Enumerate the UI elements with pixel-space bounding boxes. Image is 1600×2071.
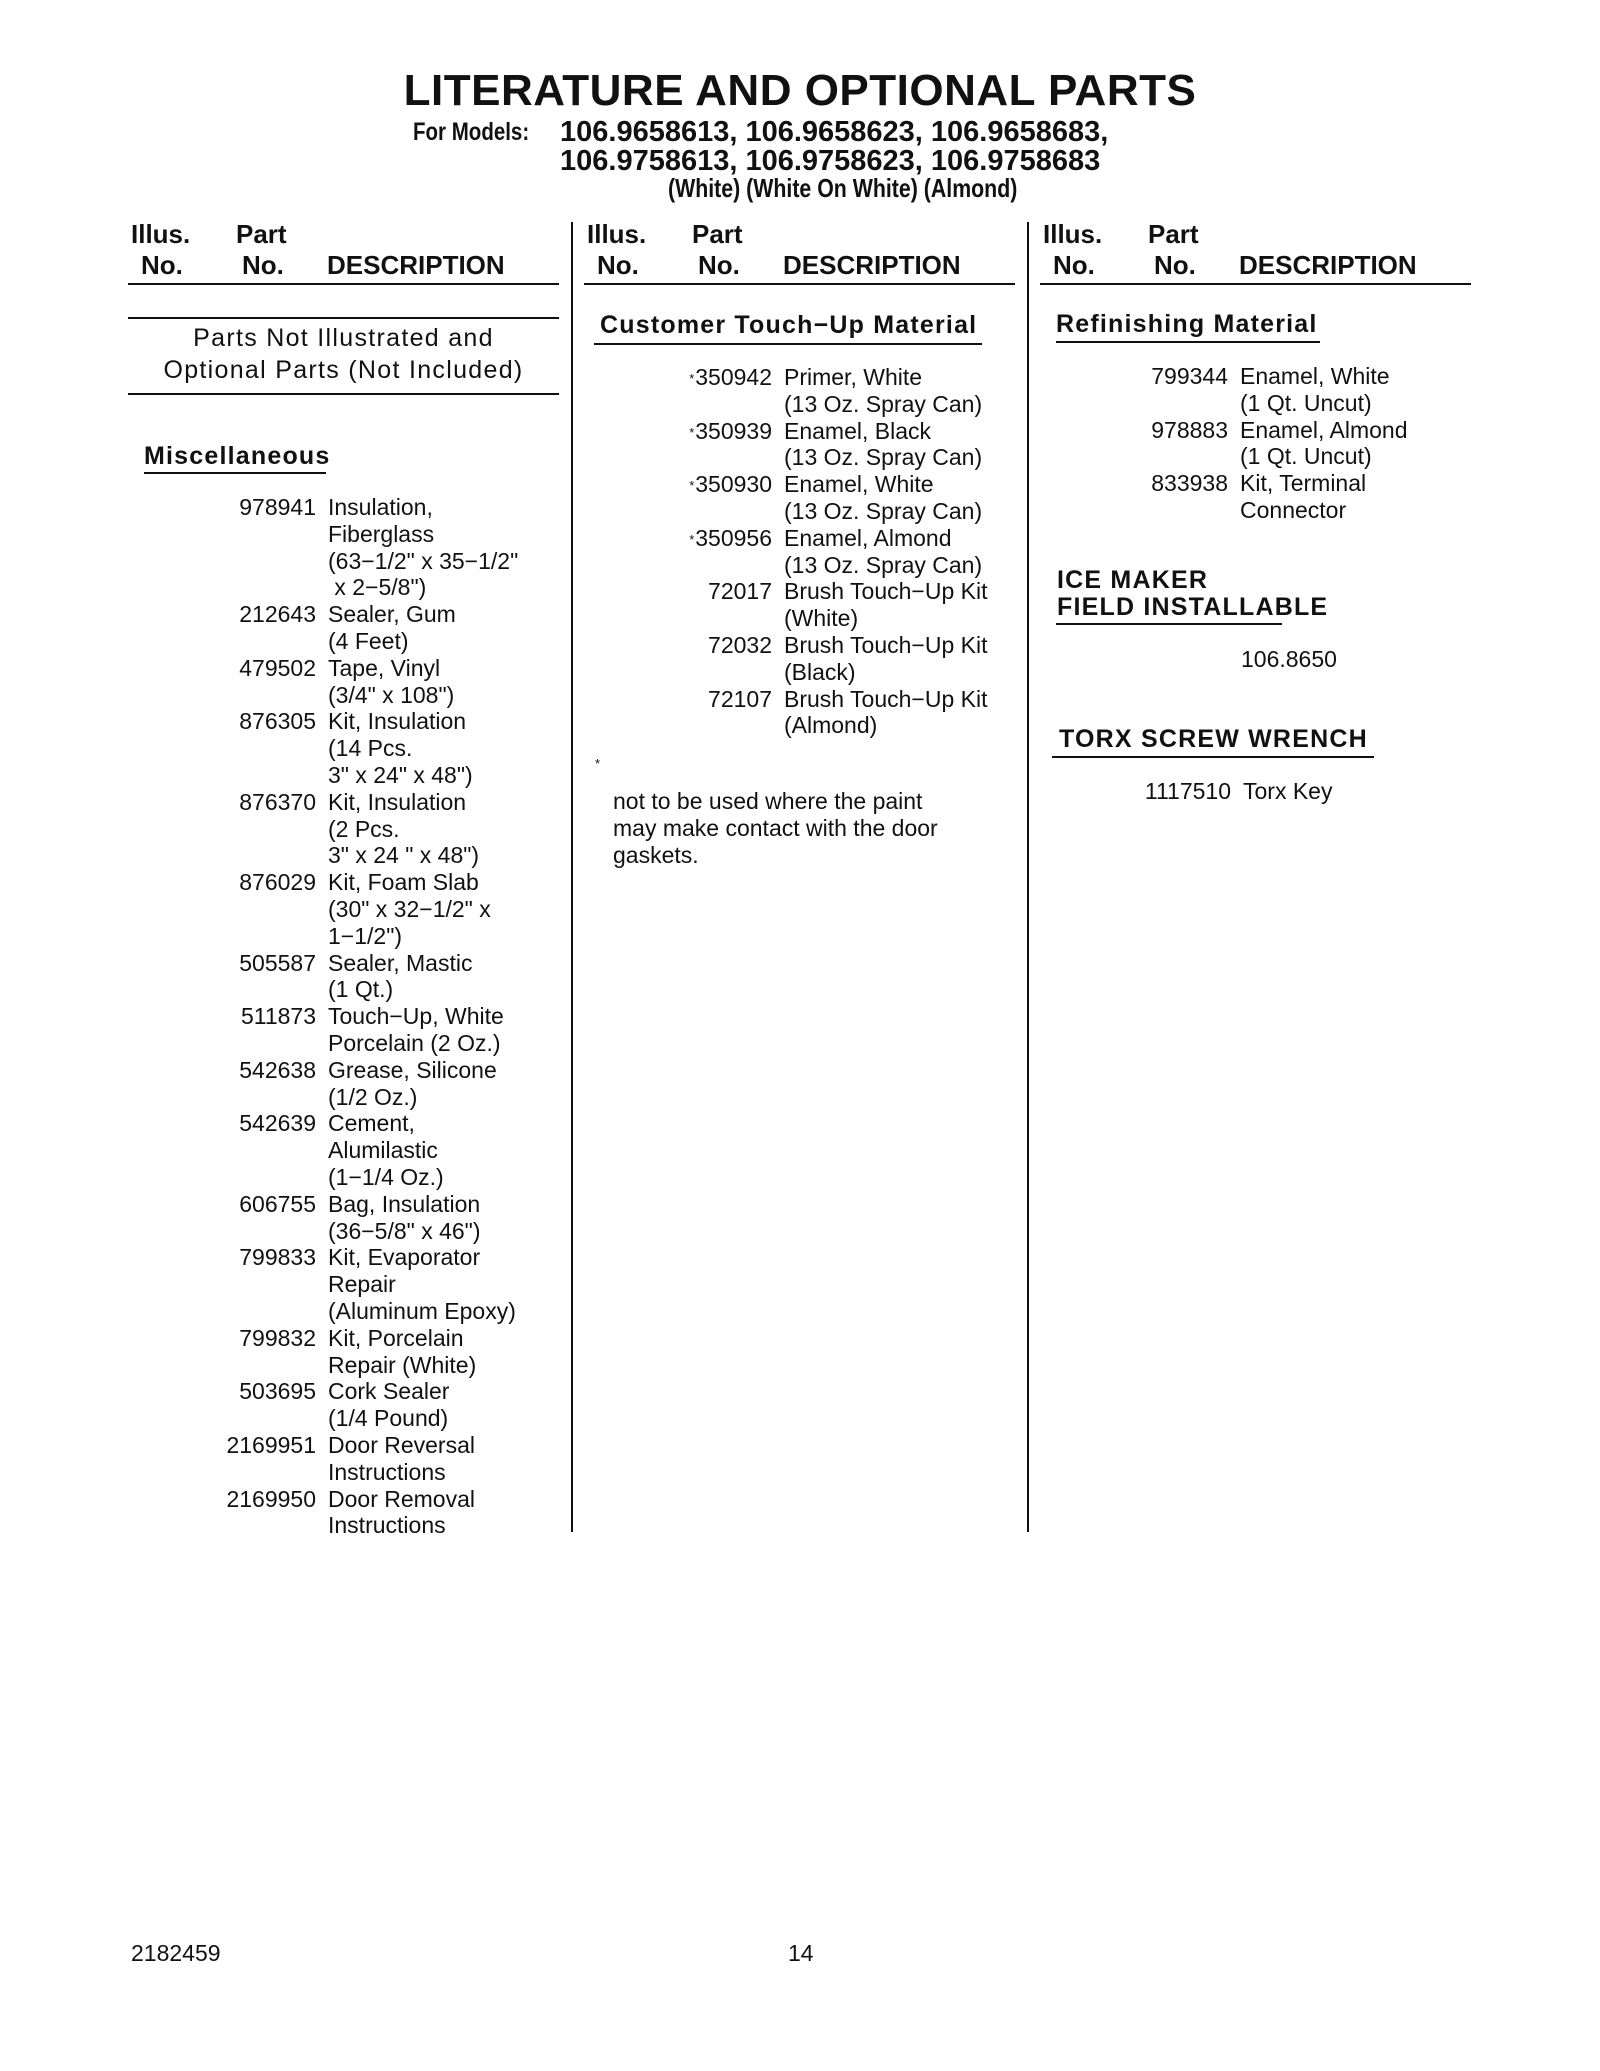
part-description: Enamel, Black (13 Oz. Spray Can): [784, 417, 983, 471]
section-refinishing-underline: [1056, 341, 1320, 343]
part-description: Kit, Evaporator Repair (Aluminum Epoxy): [328, 1244, 516, 1324]
list-item: [239, 788, 480, 869]
part-number: [239, 1325, 316, 1352]
list-item: [239, 1324, 477, 1379]
list-item: [1151, 416, 1408, 471]
part-number: [689, 525, 772, 552]
part-number-text: 542639: [239, 1110, 316, 1137]
part-description: Brush Touch−Up Kit (White): [784, 578, 988, 632]
part-number: [241, 1003, 316, 1030]
part-number-text: 479502: [239, 654, 316, 681]
part-number-text: 350939: [695, 417, 772, 444]
part-number: [1151, 363, 1228, 390]
part-number-text: 505587: [239, 949, 316, 976]
part-description: Cement, Alumilastic (1−1/4 Oz.): [328, 1110, 444, 1190]
list-item: [689, 471, 983, 525]
part-description: Kit, Terminal Connector: [1240, 470, 1367, 523]
part-number-text: 350942: [695, 364, 772, 390]
section-miscellaneous: Miscellaneous: [144, 442, 331, 470]
part-number-text: 978941: [239, 494, 316, 520]
list-item: [689, 417, 983, 472]
section-miscellaneous-underline: [144, 472, 326, 474]
col1-header-rule: [128, 283, 559, 285]
touch-up-note: not to be used where the paint may make contact with the door gaskets.: [613, 788, 938, 868]
col3-illus-header: Illus.: [1043, 219, 1103, 249]
col2-description-header: DESCRIPTION: [783, 250, 961, 280]
list-item: [708, 632, 988, 686]
list-item: [239, 949, 473, 1004]
section-ice-maker-underline: [1056, 623, 1282, 625]
part-description: Kit, Foam Slab (30" x 32−1/2" x 1−1/2"): [328, 869, 491, 949]
page-number: 14: [788, 1940, 814, 1966]
part-description: Cork Sealer (1/4 Pound): [328, 1378, 450, 1432]
section-torx-wrench: TORX SCREW WRENCH: [1059, 725, 1368, 753]
list-item: [239, 1378, 450, 1432]
part-number: [226, 1432, 316, 1459]
part-description: Door Removal Instructions: [328, 1485, 475, 1539]
part-description: Enamel, White (13 Oz. Spray Can): [784, 471, 983, 524]
part-number-text: 876029: [239, 869, 316, 896]
part-number-text: 511873: [240, 1003, 316, 1030]
part-number: [239, 655, 316, 682]
model-colors: (White) (White On White) (Almond): [668, 173, 1018, 203]
part-number: [226, 1486, 316, 1513]
models-label: For Models:: [413, 118, 530, 146]
list-item: [240, 1003, 504, 1057]
column-divider-2: [1027, 222, 1029, 1532]
part-number-text: 350956: [695, 524, 772, 551]
list-item: [689, 524, 983, 579]
part-number-text: 542638: [239, 1056, 316, 1083]
part-number: [239, 1057, 316, 1084]
col1-illus-header: Illus.: [131, 219, 191, 249]
list-item: [1151, 470, 1367, 524]
list-item: [708, 578, 988, 632]
col3-header-rule: [1040, 283, 1471, 285]
list-item: [239, 654, 455, 709]
part-number-text: 72032: [708, 632, 772, 658]
part-description: Door Reversal Instructions: [328, 1432, 475, 1485]
part-number-text: 833938: [1151, 470, 1228, 497]
col2-part-no-header: No.: [698, 250, 740, 280]
col3-no-header: No.: [1053, 250, 1095, 280]
part-description: Sealer, Mastic (1 Qt.): [328, 949, 473, 1003]
list-item: [239, 708, 473, 788]
list-item: [239, 601, 456, 655]
list-item: [1144, 778, 1333, 805]
note-asterisk: *: [595, 756, 601, 771]
col3-part-header: Part: [1148, 219, 1199, 249]
section-torx-wrench-underline: [1052, 756, 1374, 758]
part-number-text: 799833: [239, 1244, 316, 1271]
asterisk-marker: *: [689, 478, 695, 494]
part-number: [708, 578, 772, 605]
part-number: [239, 494, 316, 521]
part-number: [239, 1110, 316, 1137]
list-item: [239, 1110, 444, 1190]
part-number-text: 72107: [708, 685, 772, 712]
list-item: [708, 685, 988, 740]
part-description: Insulation, Fiberglass (63−1/2" x 35−1/2" x 2−5/8"): [328, 494, 519, 601]
part-description: Kit, Insulation (2 Pcs. 3" x 24 " x 48"): [328, 788, 480, 869]
col2-header-rule: [584, 283, 1015, 285]
part-number: [239, 789, 316, 816]
part-number-text: 2169950: [226, 1485, 316, 1512]
part-number-text: 350930: [695, 471, 772, 498]
part-description: Brush Touch−Up Kit (Almond): [784, 685, 988, 739]
section-ice-maker-line1: ICE MAKER: [1057, 566, 1209, 594]
part-number-text: 978883: [1151, 416, 1228, 443]
part-number: [239, 1244, 316, 1271]
part-description: Brush Touch−Up Kit (Black): [784, 632, 988, 685]
col1-description-header: DESCRIPTION: [327, 250, 505, 280]
col1-part-header: Part: [236, 219, 287, 249]
part-number: [239, 601, 316, 628]
asterisk-marker: *: [689, 371, 695, 386]
part-number-text: 2169951: [226, 1432, 316, 1458]
part-number: [689, 471, 772, 498]
part-number: [239, 1378, 316, 1405]
col2-part-header: Part: [692, 219, 743, 249]
list-item: [689, 364, 983, 418]
list-item: [239, 494, 519, 601]
part-number: [689, 418, 772, 445]
part-description: Tape, Vinyl (3/4" x 108"): [328, 654, 455, 708]
models-line-1: 106.9658613, 106.9658623, 106.9658683,: [560, 116, 1109, 148]
section-ice-maker-line2: FIELD INSTALLABLE: [1057, 593, 1329, 621]
part-number: [1151, 470, 1228, 497]
section-refinishing: Refinishing Material: [1056, 310, 1318, 338]
list-item: [239, 1056, 497, 1111]
part-number: [689, 364, 772, 391]
col1-part-no-header: No.: [242, 250, 284, 280]
section-customer-touch-up-underline: [594, 343, 982, 345]
models-line-2: 106.9758613, 106.9758623, 106.9758683: [560, 145, 1101, 177]
col3-part-no-header: No.: [1154, 250, 1196, 280]
part-number: [708, 686, 772, 713]
col3-description-header: DESCRIPTION: [1239, 250, 1417, 280]
part-description: Sealer, Gum (4 Feet): [328, 601, 456, 654]
part-description: Enamel, Almond (1 Qt. Uncut): [1240, 416, 1408, 470]
part-description: Kit, Insulation (14 Pcs. 3" x 24" x 48"): [328, 708, 473, 788]
col2-illus-header: Illus.: [587, 219, 647, 249]
part-number: 1117510: [1144, 778, 1231, 804]
part-description: Enamel, White (1 Qt. Uncut): [1240, 363, 1390, 416]
document-number: 2182459: [131, 1940, 221, 1966]
part-description: Torx Key: [1243, 778, 1333, 804]
part-description: Grease, Silicone (1/2 Oz.): [328, 1056, 497, 1110]
list-item: [239, 1190, 481, 1245]
list-item: [1151, 363, 1390, 417]
col2-no-header: No.: [597, 250, 639, 280]
asterisk-marker: *: [689, 531, 695, 547]
list-item: [226, 1432, 475, 1486]
part-number: [1151, 417, 1228, 444]
part-description: Primer, White (13 Oz. Spray Can): [784, 364, 983, 417]
part-number-text: 212643: [239, 601, 316, 628]
asterisk-marker: *: [689, 424, 695, 440]
part-number: [239, 1191, 316, 1218]
ice-maker-part-number: 106.8650: [1241, 646, 1337, 672]
list-item: [239, 1244, 516, 1324]
part-number: [239, 950, 316, 977]
list-item: [239, 869, 491, 949]
part-number-text: 799344: [1151, 363, 1228, 389]
part-number: [239, 708, 316, 735]
column-divider-1: [571, 222, 573, 1532]
part-number-text: 876370: [239, 788, 316, 815]
col1-no-header: No.: [141, 250, 183, 280]
parts-not-illustrated-line2: Optional Parts (Not Included): [163, 356, 524, 384]
part-number-text: 503695: [239, 1378, 316, 1405]
list-item: [226, 1485, 475, 1540]
part-description: Kit, Porcelain Repair (White): [328, 1324, 477, 1378]
section-customer-touch-up: Customer Touch−Up Material: [600, 311, 978, 339]
part-number-text: 72017: [708, 578, 772, 605]
parts-not-illustrated-line1: Parts Not Illustrated and: [193, 324, 494, 352]
part-number: [708, 632, 772, 659]
part-number-text: 606755: [239, 1190, 316, 1217]
part-number-text: 799832: [239, 1324, 316, 1351]
part-description: Touch−Up, White Porcelain (2 Oz.): [328, 1003, 504, 1056]
part-number-text: 876305: [239, 708, 316, 735]
boxed-bottom-rule: [128, 393, 559, 395]
page-title: LITERATURE AND OPTIONAL PARTS: [403, 66, 1197, 115]
part-number: [239, 869, 316, 896]
part-description: Enamel, Almond (13 Oz. Spray Can): [784, 524, 983, 578]
part-description: Bag, Insulation (36−5/8" x 46"): [328, 1190, 481, 1244]
boxed-top-rule: [128, 317, 559, 319]
